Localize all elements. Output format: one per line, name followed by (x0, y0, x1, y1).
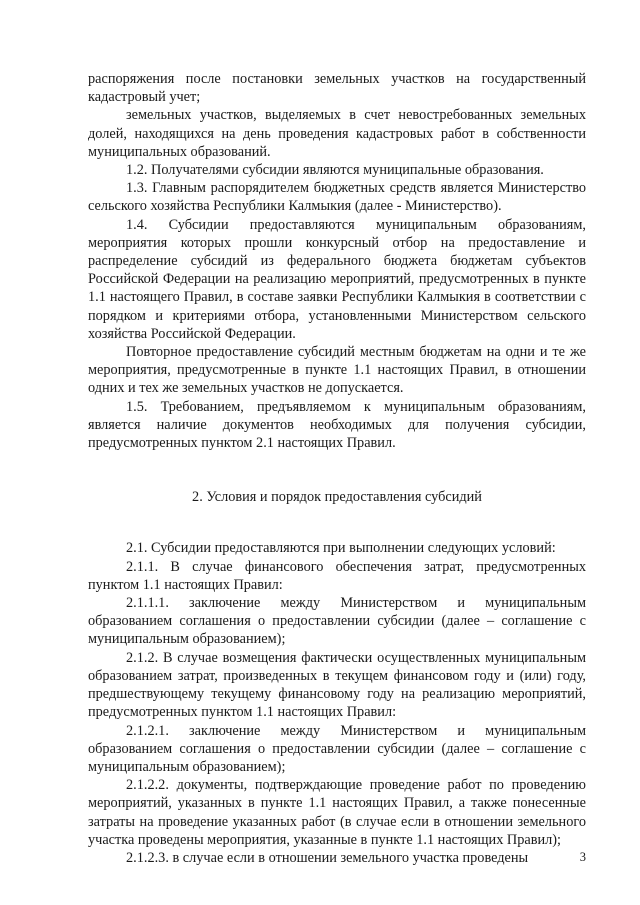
page-number: 3 (579, 850, 586, 864)
paragraph: 1.2. Получателями субсидии являются муниципальные образования. (126, 162, 544, 179)
paragraph: 2.1.1.1. заключение между Министерством и муниципальным образованием соглашения о предоставлении субсидии (далее – соглашение с муниципальным образованием); (88, 595, 586, 648)
spacer (88, 452, 586, 488)
paragraph: 1.5. Требованием, предъявляемом к муниципальным образованиям, является наличие документов необходимых для получения субсидии, предусмотренных пунктом 2.1 настоящих Правил. (88, 398, 586, 452)
document-body (88, 70, 586, 867)
paragraph: 2.1.2. В случае возмещения фактически осуществленных муниципальным образованием затрат, произведенных в текущем финансовом году и (или) году, предшествующему текущему финансовому году на реализацию мероприятий, предусмотренных пунктом 1.1 настоящих Правил: (88, 649, 586, 721)
paragraph: 1.4. Субсидии предоставляются муниципальным образованиям, мероприятия которых прошли конкурсный отбор на предоставление и распределение субсидий из федерального бюджета бюджетам субъектов Российской Федерации на реализацию мероприятий, предусмотренных в пункте 1.1 настоящего Правил, в составе заявки Республики Калмыкия в соответствии с порядком и критериями отбора, установленными Министерством сельского хозяйства Российской Федерации. (88, 216, 586, 342)
paragraph: 2.1. Субсидии предоставляются при выполнении следующих условий: (126, 540, 556, 557)
paragraph: 2.1.2.2. документы, подтверждающие проведение работ по проведению мероприятий, указанных в пункте 1.1 настоящих Правил, а также понесенные затраты на проведение указанных работ (в случае если в отношении земельного участка проведены мероприятия, указанные в пункте 1.1 настоящих Правил); (88, 777, 586, 848)
section-heading: 2. Условия и порядок предоставления субсидий (192, 489, 482, 506)
paragraph: 2.1.1. В случае финансового обеспечения затрат, предусмотренных пунктом 1.1 настоящих Правил: (88, 558, 586, 593)
paragraph: распоряжения после постановки земельных участков на государственный кадастровый учет; (88, 71, 586, 106)
spacer (88, 506, 586, 539)
paragraph: 2.1.2.1. заключение между Министерством и муниципальным образованием соглашения о предоставлении субсидии (далее – соглашение с муниципальным образованием); (88, 722, 586, 775)
paragraph: 2.1.2.3. в случае если в отношении земельного участка проведены (126, 849, 529, 866)
paragraph: земельных участков, выделяемых в счет невостребованных земельных долей, находящихся на день проведения кадастровых работ в собственности муниципальных образований. (88, 107, 586, 160)
paragraph: 1.3. Главным распорядителем бюджетных средств является Министерство сельского хозяйства Республики Калмыкия (далее - Министерство). (88, 180, 586, 215)
paragraph: Повторное предоставление субсидий местным бюджетам на одни и те же мероприятия, предусмотренные в пункте 1.1 настоящих Правил, в отношении одних и тех же земельных участков не допускается. (88, 344, 586, 397)
